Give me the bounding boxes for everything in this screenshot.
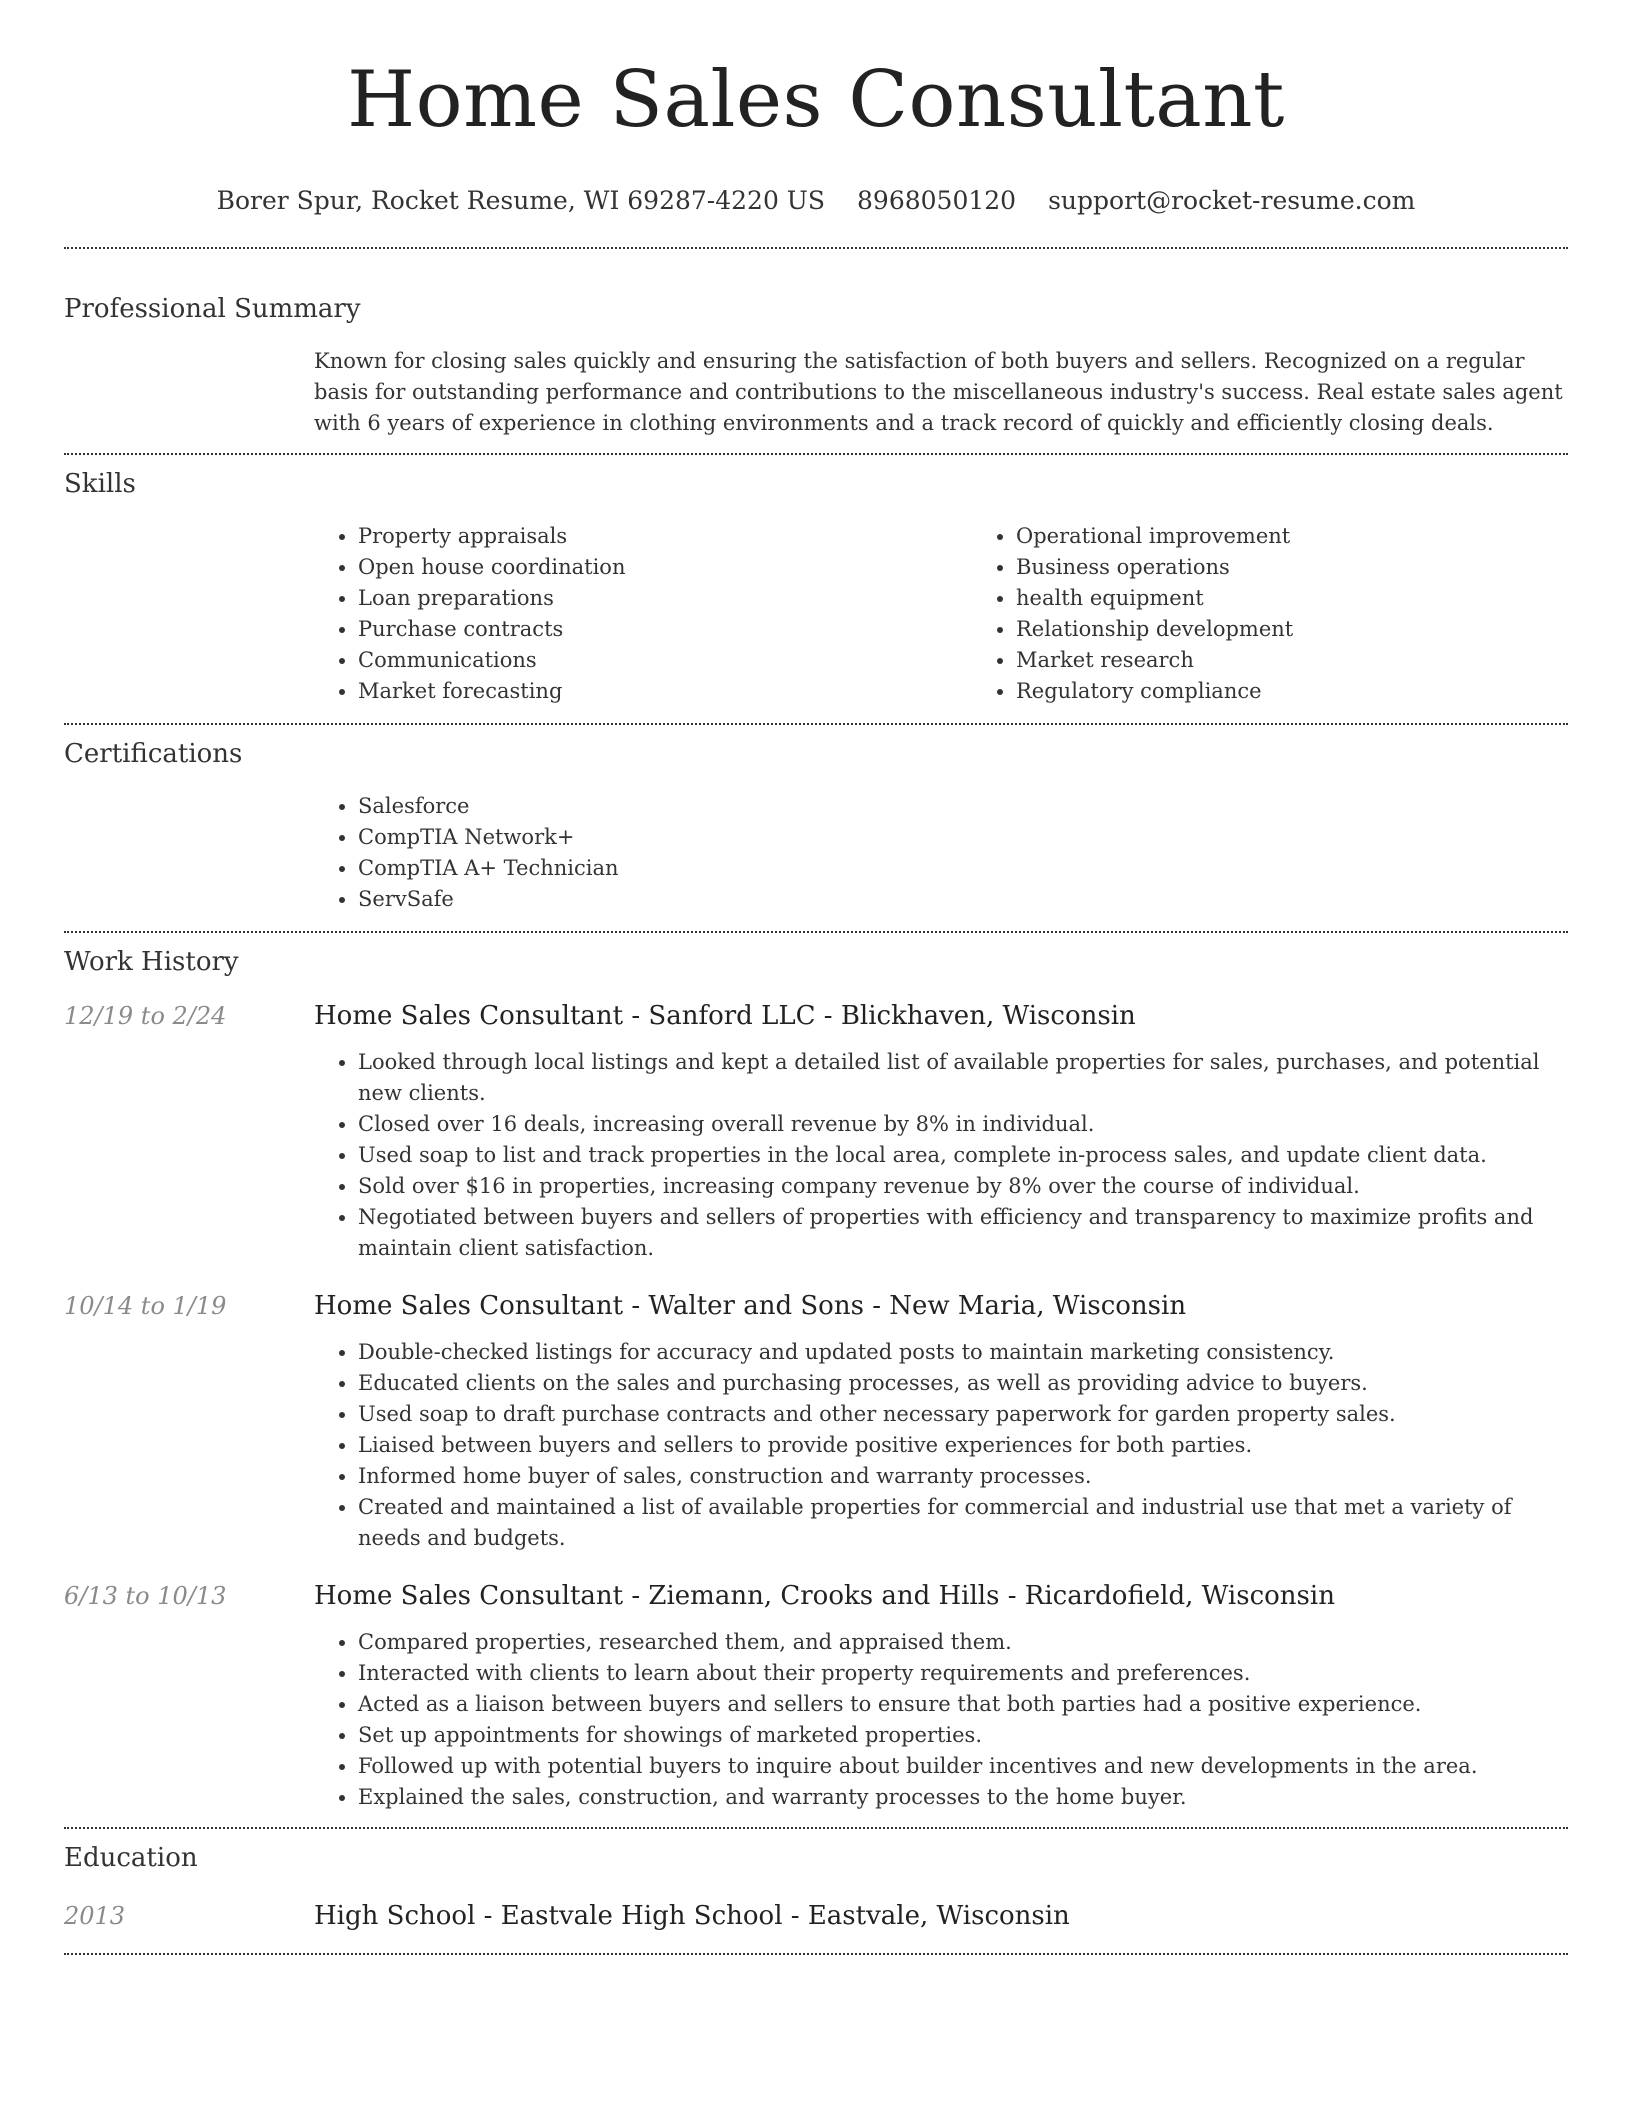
list-item: • health equipment	[1016, 583, 1630, 614]
certifications-row	[64, 791, 1568, 915]
divider	[64, 723, 1568, 725]
job-entry	[64, 1289, 1568, 1554]
list-item: • Purchase contracts	[358, 614, 972, 645]
list-item: • Set up appointments for showings of marketed properties.	[358, 1720, 1568, 1751]
job-dates: 10/14 to 1/19	[64, 1292, 227, 1320]
summary-row	[64, 346, 1568, 439]
list-item: • Property appraisals	[358, 521, 972, 552]
divider	[64, 247, 1568, 249]
job-title: Home Sales Consultant - Sanford LLC - Blickhaven, Wisconsin	[314, 1001, 1136, 1031]
job-bullets	[314, 1047, 1568, 1264]
job-entry	[64, 1579, 1568, 1813]
list-item: • Compared properties, researched them, and appraised them.	[358, 1627, 1568, 1658]
list-item: • Used soap to list and track properties in the local area, complete in-process sales, and update client data.	[358, 1140, 1568, 1171]
list-item: • Regulatory compliance	[1016, 676, 1630, 707]
list-item: • Explained the sales, construction, and warranty processes to the home buyer.	[358, 1782, 1568, 1813]
job-entry	[64, 999, 1568, 1264]
job-dates: 12/19 to 2/24	[64, 1002, 227, 1030]
list-item: • Closed over 16 deals, increasing overall revenue by 8% in individual.	[358, 1109, 1568, 1140]
skills-heading: Skills	[64, 469, 136, 499]
job-bullets	[314, 1627, 1568, 1813]
list-item: • Loan preparations	[358, 583, 972, 614]
list-item: • Relationship development	[1016, 614, 1630, 645]
list-item: • Created and maintained a list of available properties for commercial and industrial use that met a variety of needs and budgets.	[358, 1492, 1568, 1554]
education-degree: High School - Eastvale High School - Eastvale, Wisconsin	[314, 1901, 1070, 1931]
list-item: • Followed up with potential buyers to inquire about builder incentives and new developments in the area.	[358, 1751, 1568, 1782]
list-item: • CompTIA Network+	[358, 822, 1568, 853]
list-item: • Open house coordination	[358, 552, 972, 583]
list-item: • Operational improvement	[1016, 521, 1630, 552]
divider	[64, 1953, 1568, 1955]
list-item: • Business operations	[1016, 552, 1630, 583]
divider	[64, 453, 1568, 455]
list-item: • Educated clients on the sales and purchasing processes, as well as providing advice to buyers.	[358, 1368, 1568, 1399]
list-item: • Acted as a liaison between buyers and sellers to ensure that both parties had a positive experience.	[358, 1689, 1568, 1720]
education-year: 2013	[64, 1902, 126, 1930]
list-item: • Negotiated between buyers and sellers of properties with efficiency and transparency to maximize profits and maintain client satisfaction.	[358, 1202, 1568, 1264]
list-item: • Communications	[358, 645, 972, 676]
summary-heading: Professional Summary	[64, 294, 361, 324]
certifications-section	[64, 737, 1568, 915]
contact-email: support@rocket-resume.com	[1048, 186, 1416, 215]
contact-phone: 8968050120	[857, 186, 1017, 215]
list-item: • Market forecasting	[358, 676, 972, 707]
list-item: • CompTIA A+ Technician	[358, 853, 1568, 884]
divider	[64, 1827, 1568, 1829]
contact-line	[64, 184, 1568, 218]
skills-row	[64, 521, 1568, 707]
list-item: • Informed home buyer of sales, construction and warranty processes.	[358, 1461, 1568, 1492]
list-item: • ServSafe	[358, 884, 1568, 915]
job-title: Home Sales Consultant - Walter and Sons - New Maria, Wisconsin	[314, 1291, 1187, 1321]
list-item: • Used soap to draft purchase contracts and other necessary paperwork for garden property sales.	[358, 1399, 1568, 1430]
work-history-heading: Work History	[64, 947, 239, 977]
divider	[64, 931, 1568, 933]
education-heading: Education	[64, 1843, 198, 1873]
contact-address: Borer Spur, Rocket Resume, WI 69287-4220 US	[216, 186, 826, 215]
resume-name: Home Sales Consultant	[347, 55, 1285, 145]
work-history-section	[64, 945, 1568, 1813]
job-title: Home Sales Consultant - Ziemann, Crooks and Hills - Ricardofield, Wisconsin	[314, 1581, 1335, 1611]
education-entry	[64, 1899, 1568, 1933]
education-section	[64, 1841, 1568, 1933]
list-item: • Liaised between buyers and sellers to provide positive experiences for both parties.	[358, 1430, 1568, 1461]
list-item: • Salesforce	[358, 791, 1568, 822]
certifications-heading: Certifications	[64, 739, 243, 769]
skills-list-right	[972, 521, 1630, 707]
list-item: • Sold over $16 in properties, increasing company revenue by 8% over the course of individual.	[358, 1171, 1568, 1202]
job-dates: 6/13 to 10/13	[64, 1582, 227, 1610]
list-item: • Double-checked listings for accuracy and updated posts to maintain marketing consistency.	[358, 1337, 1568, 1368]
list-item: • Market research	[1016, 645, 1630, 676]
skills-section	[64, 467, 1568, 707]
list-item: • Interacted with clients to learn about their property requirements and preferences.	[358, 1658, 1568, 1689]
job-bullets	[314, 1337, 1568, 1554]
skills-list-left	[314, 521, 972, 707]
certifications-list	[314, 791, 1568, 915]
summary-section	[64, 292, 1568, 439]
list-item: • Looked through local listings and kept a detailed list of available properties for sales, purchases, and potential new clients.	[358, 1047, 1568, 1109]
summary-text: Known for closing sales quickly and ensuring the satisfaction of both buyers and sellers. Recognized on a regular basis for outstanding performance and contributions to the miscellaneous industry's success. Real estate sales agent with 6 years of experience in clothing environments and a track record of quickly and efficiently closing deals.	[314, 349, 1563, 435]
